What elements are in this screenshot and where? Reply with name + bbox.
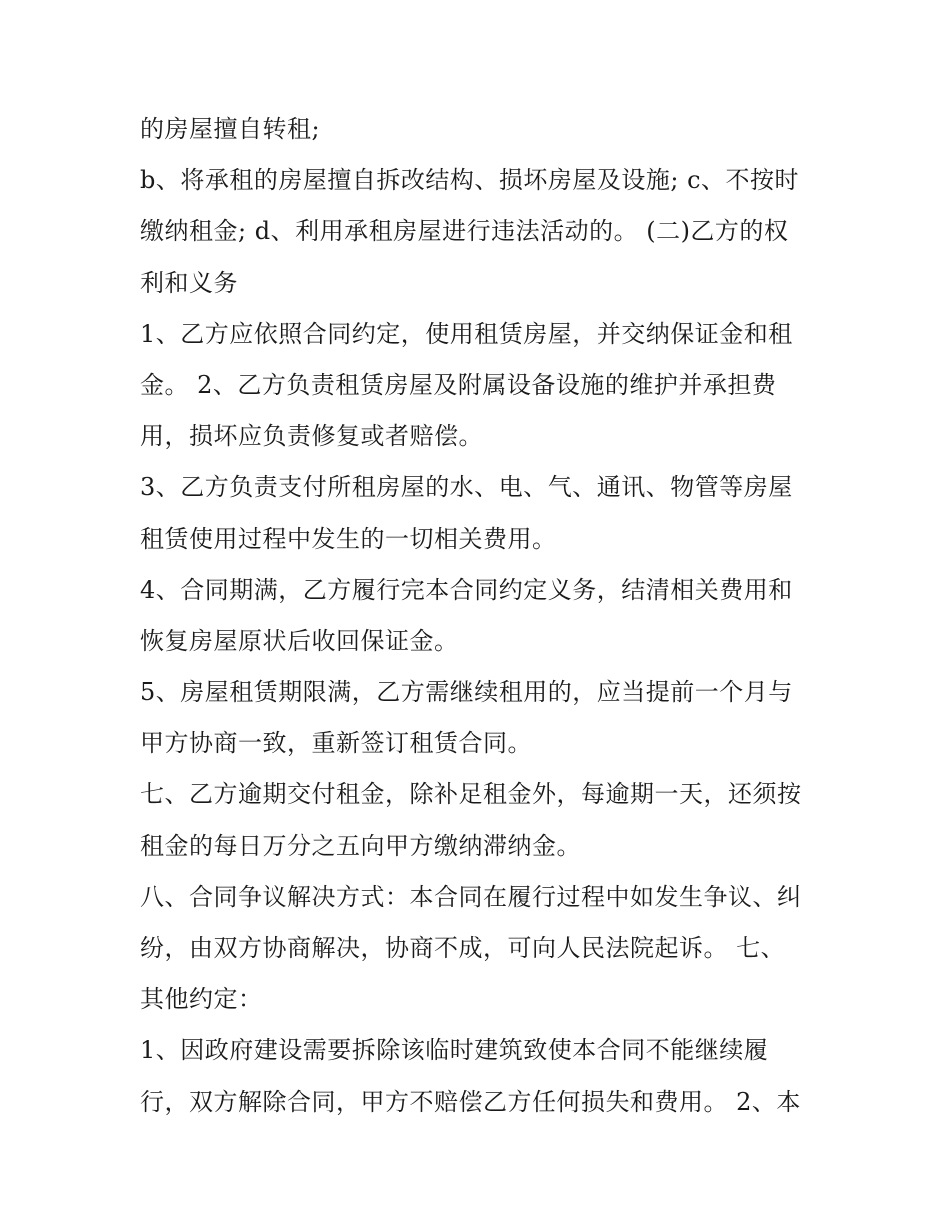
text-line: b、将承租的房屋擅自拆改结构、损坏房屋及设施; c、不按时	[140, 166, 800, 195]
text-line: 行，双方解除合同，甲方不赔偿乙方任何损失和费用。 2、本	[140, 1087, 801, 1116]
text-line: 缴纳租金; d、利用承租房屋进行违法活动的。 (二)乙方的权	[140, 217, 789, 246]
text-line: 其他约定：	[140, 985, 263, 1014]
text-line: 甲方协商一致，重新签订租赁合同。	[140, 729, 532, 758]
text-line: 1、因政府建设需要拆除该临时建筑致使本合同不能继续履	[140, 1036, 769, 1065]
text-line: 租赁使用过程中发生的一切相关费用。	[140, 524, 557, 553]
text-line: 1、乙方应依照合同约定，使用租赁房屋，并交纳保证金和租	[140, 319, 793, 348]
text-line: 恢复房屋原状后收回保证金。	[140, 626, 459, 655]
text-line: 八、合同争议解决方式：本合同在履行过程中如发生争议、纠	[140, 882, 802, 911]
text-line: 租金的每日万分之五向甲方缴纳滞纳金。	[140, 831, 581, 860]
text-line: 用，损坏应负责修复或者赔偿。	[140, 422, 483, 451]
text-line: 的房屋擅自转租;	[140, 115, 321, 143]
text-line: 金。 2、乙方负责租赁房屋及附属设备设施的维护并承担费	[140, 370, 777, 399]
text-line: 3、乙方负责支付所租房屋的水、电、气、通讯、物管等房屋	[140, 473, 793, 502]
text-line: 5、房屋租赁期限满，乙方需继续租用的，应当提前一个月与	[140, 678, 793, 707]
text-line: 利和义务	[140, 268, 238, 297]
text-line: 4、合同期满，乙方履行完本合同约定义务，结清相关费用和	[140, 575, 793, 604]
text-line: 七、乙方逾期交付租金，除补足租金外，每逾期一天，还须按	[140, 780, 802, 809]
contract-text	[140, 104, 830, 1128]
text-line: 纷，由双方协商解决，协商不成，可向人民法院起诉。 七、	[140, 934, 786, 962]
